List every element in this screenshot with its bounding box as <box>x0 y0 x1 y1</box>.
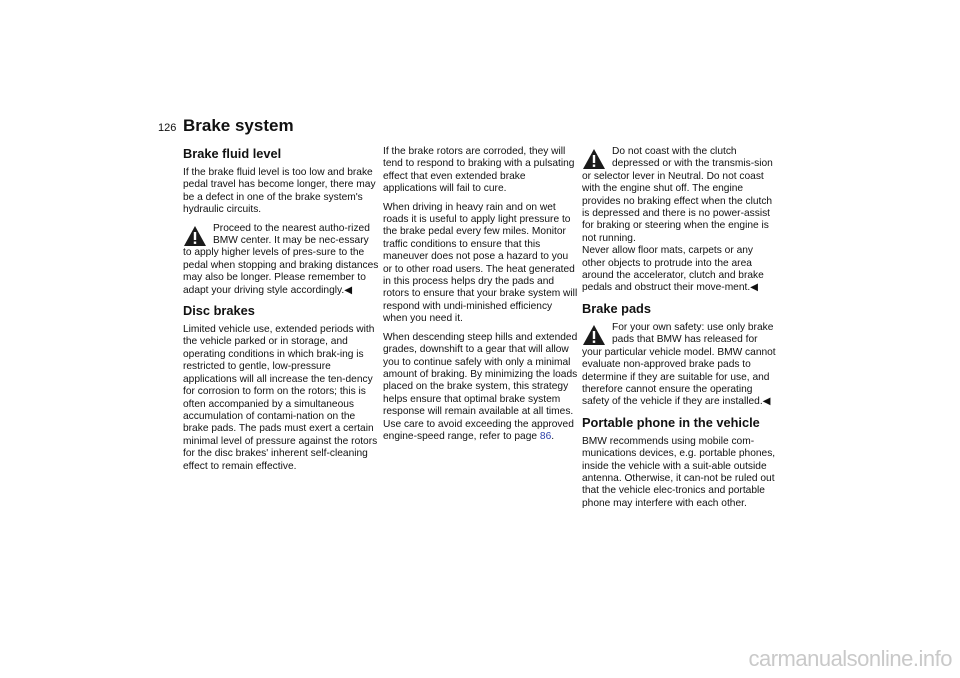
steep-hills-end: . <box>551 430 555 442</box>
warning-text-floor-mats: Never allow floor mats, carpets or any other objects to protrude into the area around the accelerator, clutch and brake pedals and obstruct their move-ment.◀ <box>582 245 764 294</box>
column-2 <box>383 146 579 449</box>
column-1 <box>183 146 379 479</box>
warning-brake-fluid <box>183 223 379 297</box>
warning-triangle-icon <box>183 225 207 247</box>
paragraph-corroded-rotors: If the brake rotors are corroded, they will tend to respond to braking with a pulsating effect that even extended brake applications will fail to cure. <box>383 146 575 195</box>
warning-triangle-icon <box>582 324 606 346</box>
column-3 <box>582 146 778 516</box>
paragraph-steep-hills <box>383 332 579 444</box>
steep-hills-text: When descending steep hills and extended grades, downshift to a gear that will allow you to continue safely with only a minimal amount of braking. By minimizing the loads placed on the brake system, this strategy helps ensure that optimal brake system response will remain available at all times. Use care to avoid exceeding the approved engine-speed range, refer to page <box>383 331 578 442</box>
heading-portable-phone: Portable phone in the vehicle <box>582 414 760 430</box>
warning-text: Proceed to the nearest autho-rized BMW center. It may be nec-essary to apply higher levels of pres-sure to the pedal when stopping and braking distances may also be longer. Please remember to adapt your driving style accordingly.◀ <box>183 222 379 296</box>
warning-text: Do not coast with the clutch depressed or with the transmis-sion or selector lever in Neutral. Do not coast with the engine shut off. The engine provides no braking effect when the clutch is depressed and there is no power-assist for braking or steering when the engine is not running. <box>582 146 773 244</box>
warning-triangle-icon <box>582 148 606 170</box>
page-reference-link[interactable]: 86 <box>539 430 552 442</box>
heading-brake-pads: Brake pads <box>582 300 651 316</box>
paragraph-wet-roads: When driving in heavy rain and on wet roads it is useful to apply light pressure to the brake pedal every few miles. Monitor traffic conditions to ensure that this maneuver does not pose a hazard to you or to other road users. The heat generated in this process helps dry the pads and rotors to ensure that your brake system will respond with undi-minished efficiency when you need it. <box>383 201 578 325</box>
paragraph-brake-fluid: If the brake fluid level is too low and brake pedal travel has become longer, there may be a defect in one of the brake system's hydraulic circuits. <box>183 167 376 216</box>
page-number: 126 <box>158 122 177 134</box>
warning-coasting <box>582 146 778 295</box>
page-title: Brake system <box>183 116 294 135</box>
paragraph-portable-phone: BMW recommends using mobile com-munications devices, e.g. portable phones, inside the vehicle with a suit-able outside antenna. Otherwise, it can-not be ruled out that the vehicle elec-tronics and portable phone may interfere with each other. <box>582 435 776 509</box>
heading-brake-fluid-level: Brake fluid level <box>183 146 282 161</box>
heading-disc-brakes: Disc brakes <box>183 303 255 319</box>
warning-brake-pads <box>582 322 778 409</box>
paragraph-disc-brakes: Limited vehicle use, extended periods with the vehicle parked or in storage, and operating conditions in which brak-ing is restricted to gentle, low-pressure applications will all increase the ten-dency for corrosion to form on the rotors; this is often accompanied by a simultaneous accumulation of contami-nation on the brake pads. The pads must exert a certain minimal level of pressure against the rotors for the disc brakes' inherent self-cleaning effect to remain effective. <box>183 324 378 472</box>
warning-text: For your own safety: use only brake pads that BMW has released for your particular vehicle model. BMW cannot evaluate non-approved brake pads to determine if they are suitable for use, and therefore cannot ensure the operating safety of the vehicle if they are installed.◀ <box>582 321 776 408</box>
watermark: carmanualsonline.info <box>748 646 952 671</box>
